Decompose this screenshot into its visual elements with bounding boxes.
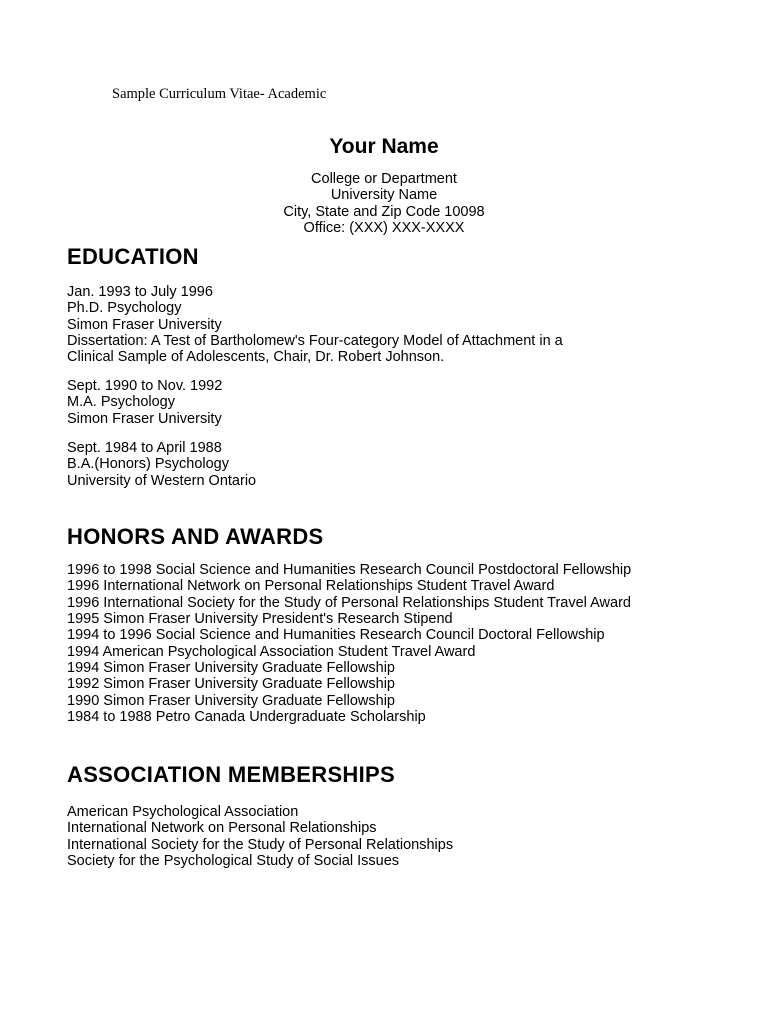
honors-list xyxy=(67,562,631,725)
honors-item: 1996 International Society for the Study of Personal Relationships Student Travel Award xyxy=(67,594,631,611)
contact-line-university: University Name xyxy=(330,187,438,204)
memberships-list xyxy=(67,804,453,869)
document-type-note: Sample Curriculum Vitae- Academic xyxy=(112,86,327,102)
honors-item: 1994 to 1996 Social Science and Humanities Research Council Doctoral Fellowship xyxy=(67,627,605,644)
contact-line-college: College or Department xyxy=(311,171,457,187)
education-heading: EDUCATION xyxy=(67,244,199,269)
education-entry-line: University of Western Ontario xyxy=(67,472,257,489)
education-entry-line: Ph.D. Psychology xyxy=(67,300,182,317)
contact-line-office: Office: (XXX) XXX-XXXX xyxy=(303,220,465,237)
education-entry-line: Simon Fraser University xyxy=(67,316,222,333)
honors-heading: HONORS AND AWARDS xyxy=(67,524,324,549)
honors-item: 1996 to 1998 Social Science and Humanities Research Council Postdoctoral Fellowship xyxy=(67,562,632,578)
contact-line-city: City, State and Zip Code 10098 xyxy=(283,203,485,220)
cv-name: Your Name xyxy=(329,135,439,158)
membership-item: Society for the Psychological Study of Social Issues xyxy=(67,853,400,870)
honors-item: 1990 Simon Fraser University Graduate Fellowship xyxy=(67,692,395,709)
honors-item: 1984 to 1988 Petro Canada Undergraduate Scholarship xyxy=(67,709,426,726)
honors-item: 1994 Simon Fraser University Graduate Fellowship xyxy=(67,660,395,677)
honors-item: 1992 Simon Fraser University Graduate Fellowship xyxy=(67,676,395,693)
education-entry-line: Jan. 1993 to July 1996 xyxy=(67,284,213,300)
membership-item: International Network on Personal Relationships xyxy=(67,820,377,837)
education-entry-ma xyxy=(67,378,222,427)
education-entry-line: M.A. Psychology xyxy=(67,394,175,411)
cv-contact-block xyxy=(0,171,768,236)
honors-item: 1996 International Network on Personal Relationships Student Travel Award xyxy=(67,578,555,595)
education-entry-phd xyxy=(67,284,563,366)
honors-item: 1995 Simon Fraser University President's Research Stipend xyxy=(67,611,453,628)
membership-item: American Psychological Association xyxy=(67,804,299,820)
memberships-heading: ASSOCIATION MEMBERSHIPS xyxy=(67,762,395,787)
education-entry-line: Sept. 1984 to April 1988 xyxy=(67,440,222,456)
education-entry-line: Dissertation: A Test of Bartholomew's Four-category Model of Attachment in a xyxy=(67,333,563,350)
education-entry-line: B.A.(Honors) Psychology xyxy=(67,456,229,473)
education-entry-ba xyxy=(67,440,256,489)
honors-item: 1994 American Psychological Association Student Travel Award xyxy=(67,643,476,660)
education-entry-line: Clinical Sample of Adolescents, Chair, Dr. Robert Johnson. xyxy=(67,349,445,366)
membership-item: International Society for the Study of Personal Relationships xyxy=(67,836,454,853)
education-entry-line: Simon Fraser University xyxy=(67,410,222,427)
education-entry-line: Sept. 1990 to Nov. 1992 xyxy=(67,378,223,394)
